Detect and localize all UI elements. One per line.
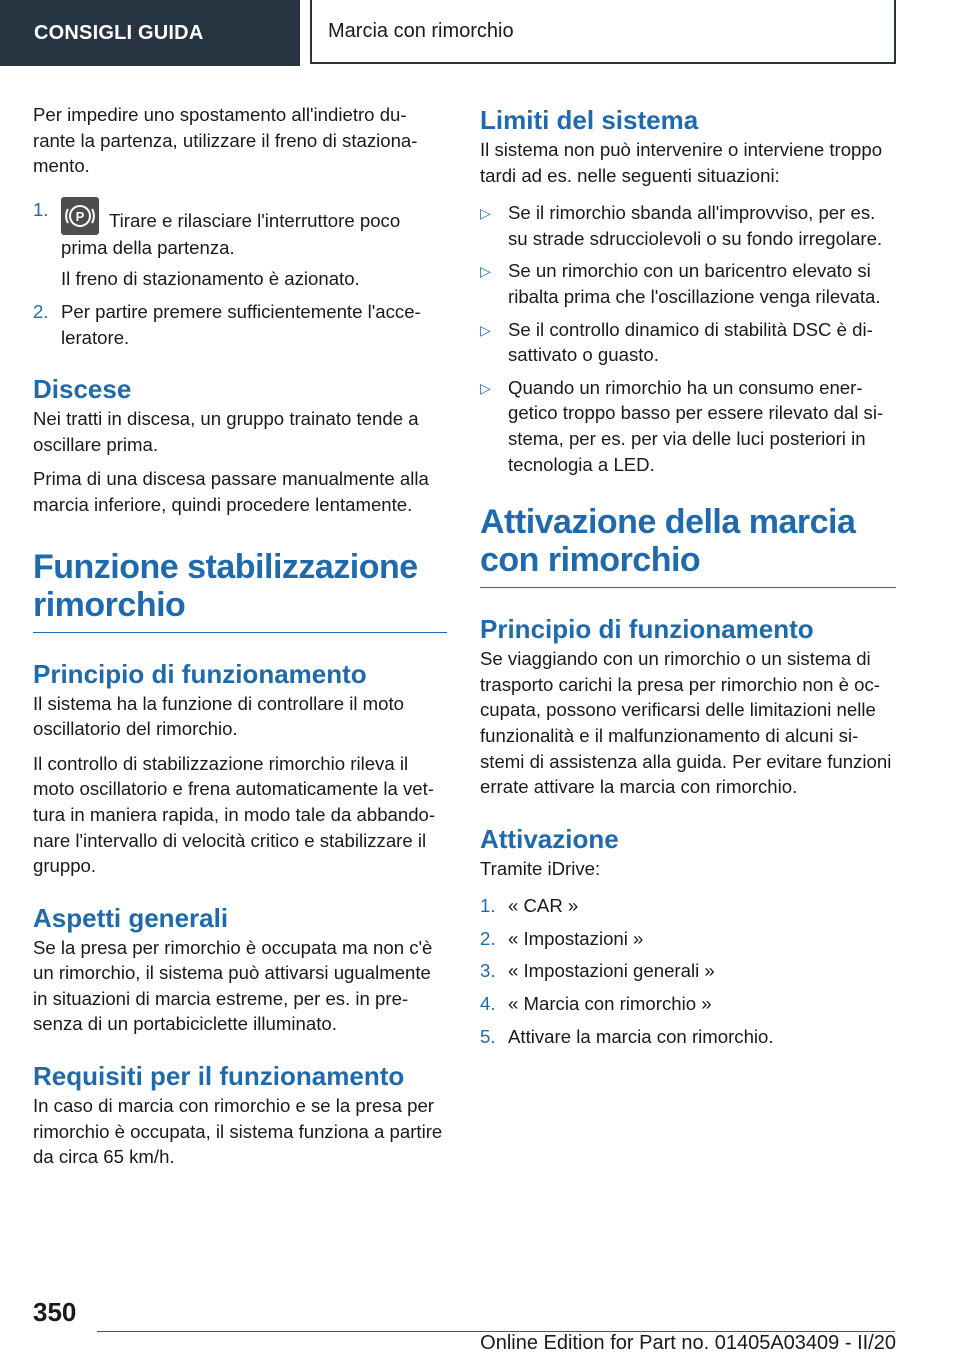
list-item [480,893,896,919]
limiti-paragraph: Il sistema non può intervenire o interviene troppo tardi ad es. nelle seguenti situazioni: [480,139,883,186]
parking-brake-icon [61,197,99,235]
bullet-text: Se il controllo dinamico di stabilità DSC è di-sattivato o guasto. [508,318,873,366]
list-item [480,991,896,1017]
principio-paragraph-1: Il sistema ha la funzione di controllare il moto oscillatorio del rimorchio. [33,692,405,740]
bullet-text: Quando un rimorchio ha un consumo ener-getico troppo basso per essere rilevato dal si-stema, per es. per via delle luci posteriori in tecnologia a LED. [508,376,884,475]
step-text: Tirare e rilasciare l'interruttore poco prima della partenza. [61,209,401,258]
discese-paragraph-2: Prima di una discesa passare manualmente alla marcia inferiore, quindi procedere lentamente. [33,468,429,515]
step-number: 2. [33,300,49,322]
page-header-title [310,0,896,64]
list-item [480,317,896,368]
heading-aspetti-generali: Aspetti generali [33,902,229,933]
step-subtext: Il freno di stazionamento è azionato. [61,268,360,290]
list-item [480,200,896,251]
step-text: « Impostazioni » [508,927,644,949]
attivazione-steps-list [480,893,896,1049]
step-number: 5. [480,1025,496,1047]
aspetti-paragraph: Se la presa per rimorchio è occupata ma non c'è un rimorchio, il sistema può attivarsi ugualmente in situazioni di marcia estreme, per es. in pre-senza di un portabiciclette illuminato. [33,936,433,1035]
heading-attivazione-marcia: Attivazione della marcia con rimorchio [480,503,896,588]
heading-principio-funzionamento-right: Principio di funzionamento [480,614,814,645]
step-number: 2. [480,927,496,949]
heading-requisiti: Requisiti per il funzionamento [33,1061,405,1092]
limiti-bullet-list [480,200,896,477]
step-text: « CAR » [508,895,579,917]
step-text: Attivare la marcia con rimorchio. [508,1025,774,1047]
triangle-bullet-icon: ▷ [480,379,491,396]
heading-attivazione: Attivazione [480,823,619,854]
list-item [480,1024,896,1050]
step-number: 4. [480,993,496,1015]
heading-limiti: Limiti del sistema [480,105,699,135]
triangle-bullet-icon: ▷ [480,205,491,222]
list-item [480,375,896,477]
requisiti-paragraph: In caso di marcia con rimorchio e se la presa per rimorchio è occupata, il sistema funziona a partire da circa 65 km/h. [33,1095,443,1168]
left-column [33,102,447,1179]
bullet-text: Se un rimorchio con un baricentro elevato si ribalta prima che l'oscillazione venga rilevata. [508,260,881,307]
step-text: « Marcia con rimorchio » [508,993,712,1015]
step-number: 3. [480,960,496,982]
step-number: 1. [33,198,49,220]
right-column [480,103,896,1056]
section-label: CONSIGLI GUIDA [34,21,204,44]
principio-paragraph-2: Il controllo di stabilizzazione rimorchio rileva il moto oscillatorio e frena automaticamente la vet-tura in maniera rapida, in modo tale da abbando-nare l'intervallo di velocità critico e stabilizzare il gruppo. [33,752,436,877]
triangle-bullet-icon: ▷ [480,321,491,338]
heading-discese: Discese [33,374,132,405]
section-tab [0,0,300,66]
svg-text:P: P [75,208,85,224]
footer-edition: Online Edition for Part no. 01405A03409 - II/20 [480,1332,896,1354]
page-number: 350 [33,1297,77,1327]
heading-principio-funzionamento: Principio di funzionamento [33,658,367,689]
list-item [480,926,896,952]
discese-paragraph-1: Nei tratti in discesa, un gruppo trainato tende a oscillare prima. [33,408,419,455]
start-steps-list [33,197,447,350]
step-text: « Impostazioni generali » [508,960,715,982]
principio-right-paragraph: Se viaggiando con un rimorchio o un sistema di trasporto carichi la presa per rimorchio non è oc-cupata, possono verificarsi delle limitazioni nelle funzionalità e il malfunzionamento di alcuni si-stemi di assistenza alla guida. Per evitare funzioni errate attivare la marcia con rimorchio. [480,648,892,798]
list-item [33,299,447,350]
triangle-bullet-icon: ▷ [480,263,491,280]
step-text: Per partire premere sufficientemente l'acce-leratore. [61,300,421,348]
intro-paragraph: Per impedire uno spostamento all'indietro du-rante la partenza, utilizzare il freno di staziona-mento. [33,104,418,177]
bullet-text: Se il rimorchio sbanda all'improvviso, per es. su strade sdrucciolevoli o su fondo irregolare. [508,202,883,249]
step-number: 1. [480,895,496,917]
list-item [480,258,896,309]
list-item [480,958,896,984]
attivazione-paragraph: Tramite iDrive: [480,857,601,879]
heading-funzione-stabilizzazione: Funzione stabilizzazione rimorchio [33,548,447,633]
list-item [33,197,447,292]
chapter-title: Marcia con rimorchio [328,19,514,42]
